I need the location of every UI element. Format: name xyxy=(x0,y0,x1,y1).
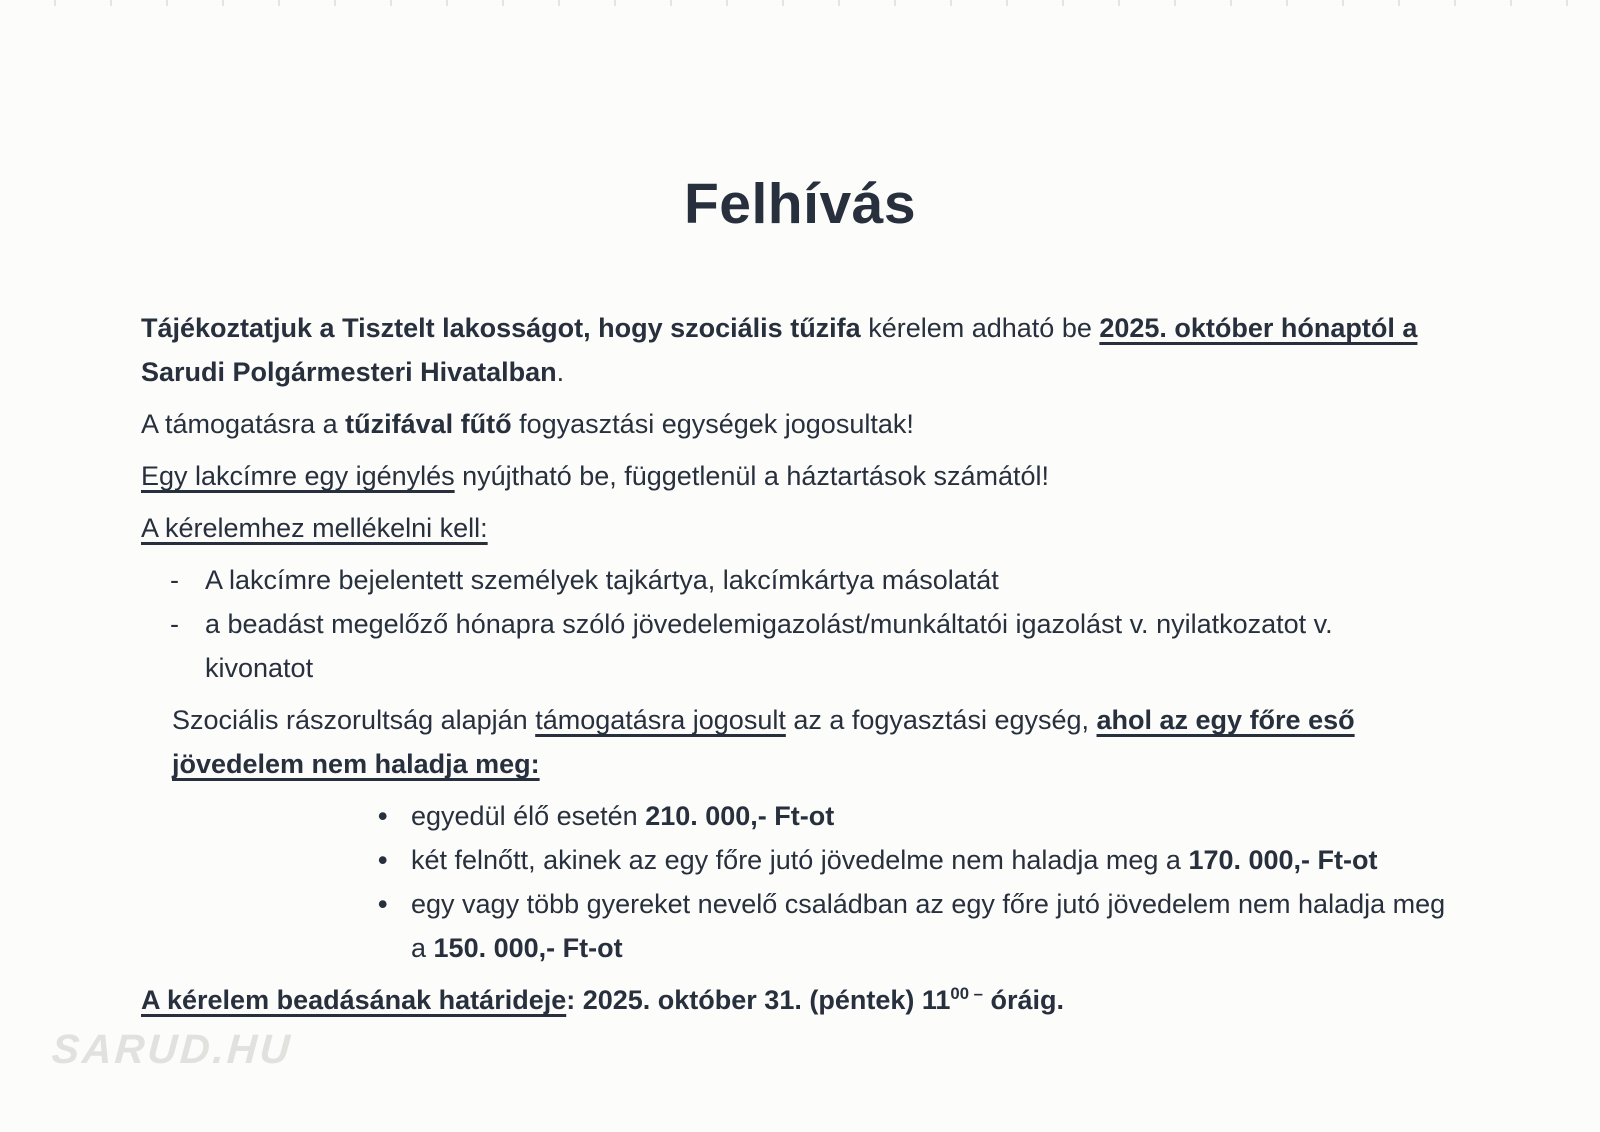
bullet-icon: • xyxy=(378,845,388,876)
attachments-list xyxy=(141,558,1450,690)
bullet-icon: • xyxy=(378,889,388,920)
watermark: SARUD.HU xyxy=(50,1026,295,1072)
paragraph-eligibility: A támogatásra a tűzifával fűtő fogyasztási egységek jogosultak! xyxy=(141,409,914,440)
scan-edge-artifacts xyxy=(0,0,1600,6)
paragraph-one-per-address: Egy lakcímre egy igénylés nyújtható be, függetlenül a háztartások számától! xyxy=(141,461,1050,492)
paragraph-deadline: A kérelem beadásának határideje: 2025. október 31. (péntek) $11^{00 -}$ óráig. xyxy=(141,984,1064,1016)
income-limits-list xyxy=(141,794,1450,970)
paragraph-attachments-heading: A kérelemhez mellékelni kell: xyxy=(141,513,488,544)
list-item: • egy vagy több gyereket nevelő családban az egy főre jutó jövedelem nem haladja meg a 150. 000,- Ft-ot xyxy=(141,882,1450,970)
dash-marker: - xyxy=(170,565,179,596)
document-body xyxy=(0,274,1600,1022)
list-item: - a beadást megelőző hónapra szóló jövedelemigazolást/munkáltatói igazolást v. nyilatkozatot v. kivonatot xyxy=(141,602,1450,690)
dash-marker: - xyxy=(170,609,179,640)
bullet-icon: • xyxy=(378,801,388,832)
list-item: - A lakcímre bejelentett személyek tajkártya, lakcímkártya másolatát xyxy=(141,558,1450,602)
list-item: • két felnőtt, akinek az egy főre jutó jövedelme nem haladja meg a 170. 000,- Ft-ot xyxy=(141,838,1450,882)
paragraph-income-rule: Szociális rászorultság alapján támogatásra jogosult az a fogyasztási egység, ahol az egy főre eső jövedelem nem haladja meg: xyxy=(172,705,1355,780)
document-title: Felhívás xyxy=(683,172,917,237)
paragraph-intro: Tájékoztatjuk a Tisztelt lakosságot, hogy szociális tűzifa kérelem adható be 2025. október hónaptól a Sarudi Polgármesteri Hivatalban. xyxy=(141,313,1418,388)
list-item: • egyedül élő esetén 210. 000,- Ft-ot xyxy=(141,794,1450,838)
